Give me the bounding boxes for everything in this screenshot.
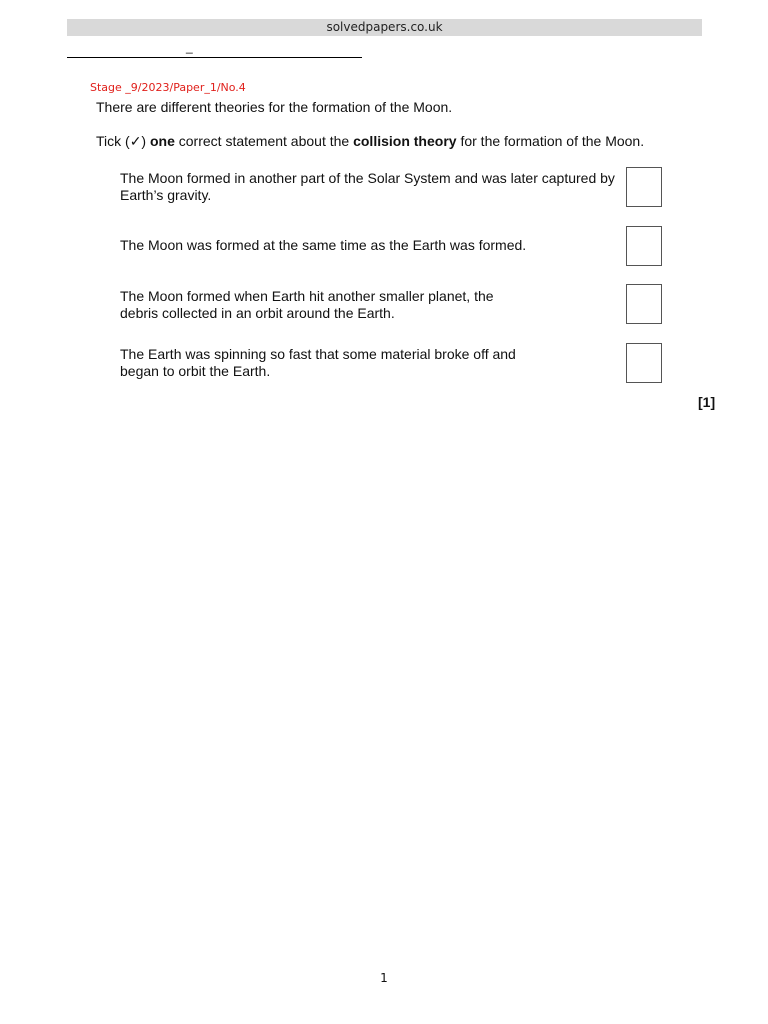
instruction-text-2: correct statement about the (174, 133, 354, 149)
option-2-tickbox[interactable] (626, 226, 662, 266)
option-4-text: The Earth was spinning so fast that some material broke off and began to orbit the Earth. (120, 346, 516, 379)
header-rule (67, 57, 362, 58)
question-intro: There are different theories for the formation of the Moon. (96, 99, 453, 115)
option-3-text: The Moon formed when Earth hit another smaller planet, the debris collected in an orbit around the Earth. (120, 288, 494, 321)
option-1-text: The Moon formed in another part of the Solar System and was later captured by Earth’s gravity. (120, 170, 615, 203)
question-reference: Stage _9/2023/Paper_1/No.4 (90, 81, 246, 94)
option-2-text: The Moon was formed at the same time as the Earth was formed. (120, 237, 527, 253)
site-header-bar (67, 19, 702, 36)
option-4-tickbox[interactable] (626, 343, 662, 383)
option-3-tickbox[interactable] (626, 284, 662, 324)
instruction-bold-collision: collision theory (353, 133, 457, 149)
header-underscore: _ (186, 40, 193, 54)
option-1-tickbox[interactable] (626, 167, 662, 207)
instruction-text-3: for the formation of the Moon. (456, 133, 645, 149)
marks-label: [1] (698, 394, 716, 410)
instruction-bold-one: one (149, 133, 175, 149)
page-number: 1 (380, 971, 388, 985)
instruction-text-1: Tick (✓) (96, 133, 150, 149)
question-instruction (96, 133, 644, 150)
site-name: solvedpapers.co.uk (326, 20, 443, 34)
